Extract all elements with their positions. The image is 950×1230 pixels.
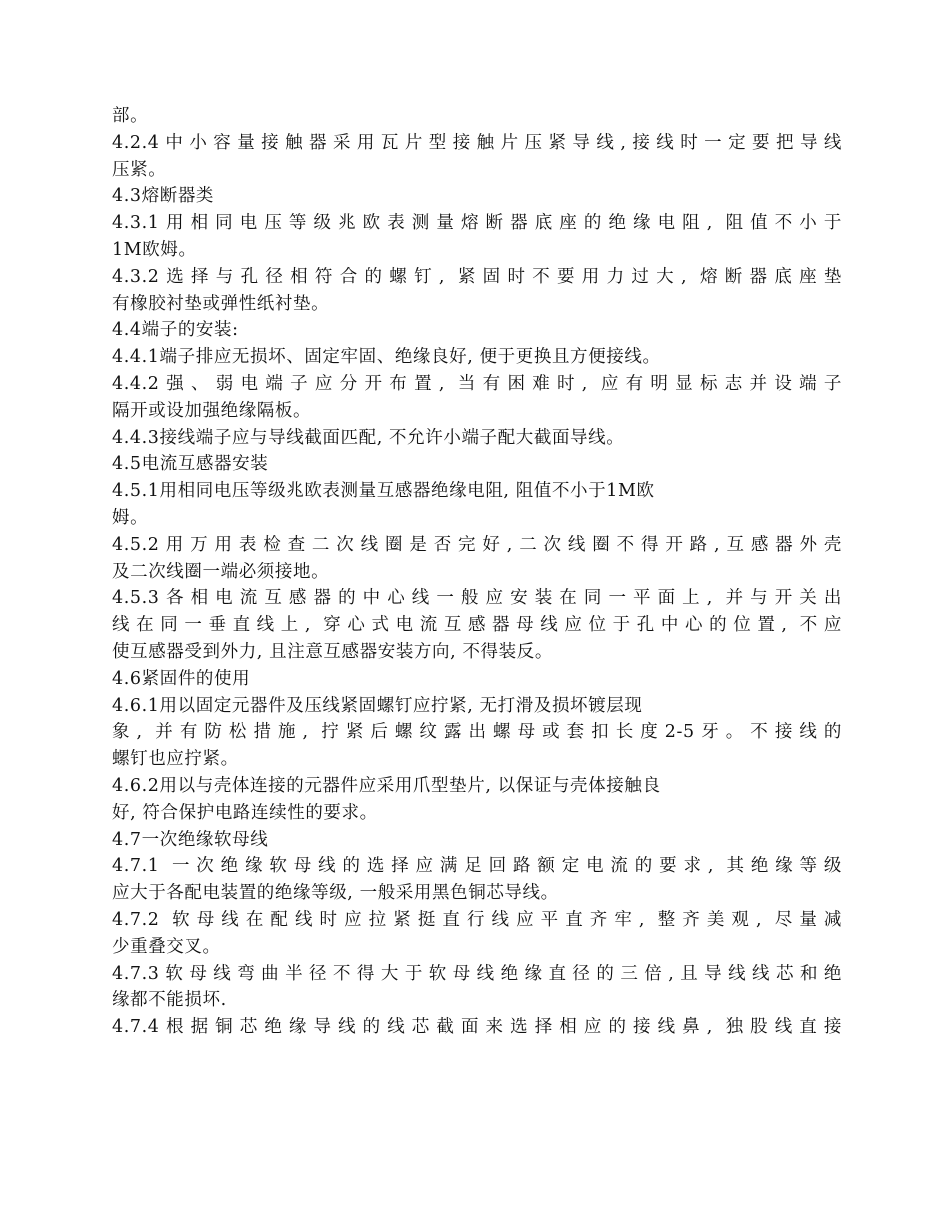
text-line: 压紧。 [112, 159, 167, 180]
text-line: 4.7.3软母线弯曲半径不得大于软母线绝缘直径的三倍,且导线线芯和绝 [112, 963, 842, 984]
text-line: 4.5.3各相电流互感器的中心线一般应安装在同一平面上, 并与开关出 [112, 588, 842, 609]
document-body [112, 103, 842, 1041]
text-line: 4.6紧固件的使用 [112, 668, 251, 689]
text-line: 1M欧姆。 [112, 239, 197, 260]
text-line: 4.3.2选择与孔径相符合的螺钉, 紧固时不要用力过大, 熔断器底座垫 [112, 266, 842, 287]
text-line: 4.3熔断器类 [112, 186, 215, 207]
text-line: 隔开或设加强绝缘隔板。 [112, 400, 312, 421]
text-line: 4.2.4中小容量接触器采用瓦片型接触片压紧导线,接线时一定要把导线 [112, 132, 842, 153]
text-line: 线在同一垂直线上, 穿心式电流互感器母线应位于孔中心的位置, 不应 [112, 615, 842, 636]
text-line: 4.4端子的安装: [112, 320, 239, 341]
text-line: 好, 符合保护电路连续性的要求。 [112, 802, 378, 823]
text-line: 少重叠交叉。 [112, 936, 221, 957]
text-line: 4.5.1用相同电压等级兆欧表测量互感器绝缘电阻, 阻值不小于1M欧 [112, 481, 655, 502]
text-line: 部。 [112, 106, 149, 126]
text-line: 及二次线圈一端必须接地。 [112, 561, 330, 582]
text-line: 螺钉也应拧紧。 [112, 749, 239, 770]
text-line: 4.7一次绝缘软母线 [112, 829, 269, 850]
text-line: 有橡胶衬垫或弹性纸衬垫。 [112, 293, 330, 314]
text-line: 姆。 [112, 507, 149, 528]
text-line: 缘都不能损坏. [112, 990, 227, 1011]
text-line: 4.5.2用万用表检查二次线圈是否完好,二次线圈不得开路,互感器外壳 [112, 534, 842, 555]
text-line: 4.7.1 一次绝缘软母线的选择应满足回路额定电流的要求, 其绝缘等级 [112, 856, 842, 877]
text-line: 4.4.1端子排应无损坏、固定牢固、绝缘良好, 便于更换且方便接线。 [112, 347, 661, 368]
text-line: 4.6.1用以固定元器件及压线紧固螺钉应拧紧, 无打滑及损坏镀层现 [112, 695, 643, 716]
text-line: 应大于各配电装置的绝缘等级, 一般采用黑色铜芯导线。 [112, 883, 559, 904]
text-line: 4.5电流互感器安装 [112, 454, 269, 475]
text-line: 4.7.4根据铜芯绝缘导线的线芯截面来选择相应的接线鼻, 独股线直接 [112, 1017, 842, 1038]
text-line: 4.3.1用相同电压等级兆欧表测量熔断器底座的绝缘电阻, 阻值不小于 [112, 213, 842, 234]
text-line: 4.4.3接线端子应与导线截面匹配, 不允许小端子配大截面导线。 [112, 427, 625, 448]
text-line: 4.4.2强、弱电端子应分开布置, 当有困难时, 应有明显标志并设端子 [112, 373, 842, 394]
text-line: 使互感器受到外力, 且注意互感器安装方向, 不得装反。 [112, 641, 553, 662]
text-line: 象, 并有防松措施, 拧紧后螺纹露出螺母或套扣长度2-5牙。不接线的 [112, 722, 842, 743]
text-line: 4.7.2 软母线在配线时应拉紧挺直行线应平直齐牢, 整齐美观, 尽量减 [112, 909, 842, 930]
text-line: 4.6.2用以与壳体连接的元器件应采用爪型垫片, 以保证与壳体接触良 [112, 775, 661, 796]
